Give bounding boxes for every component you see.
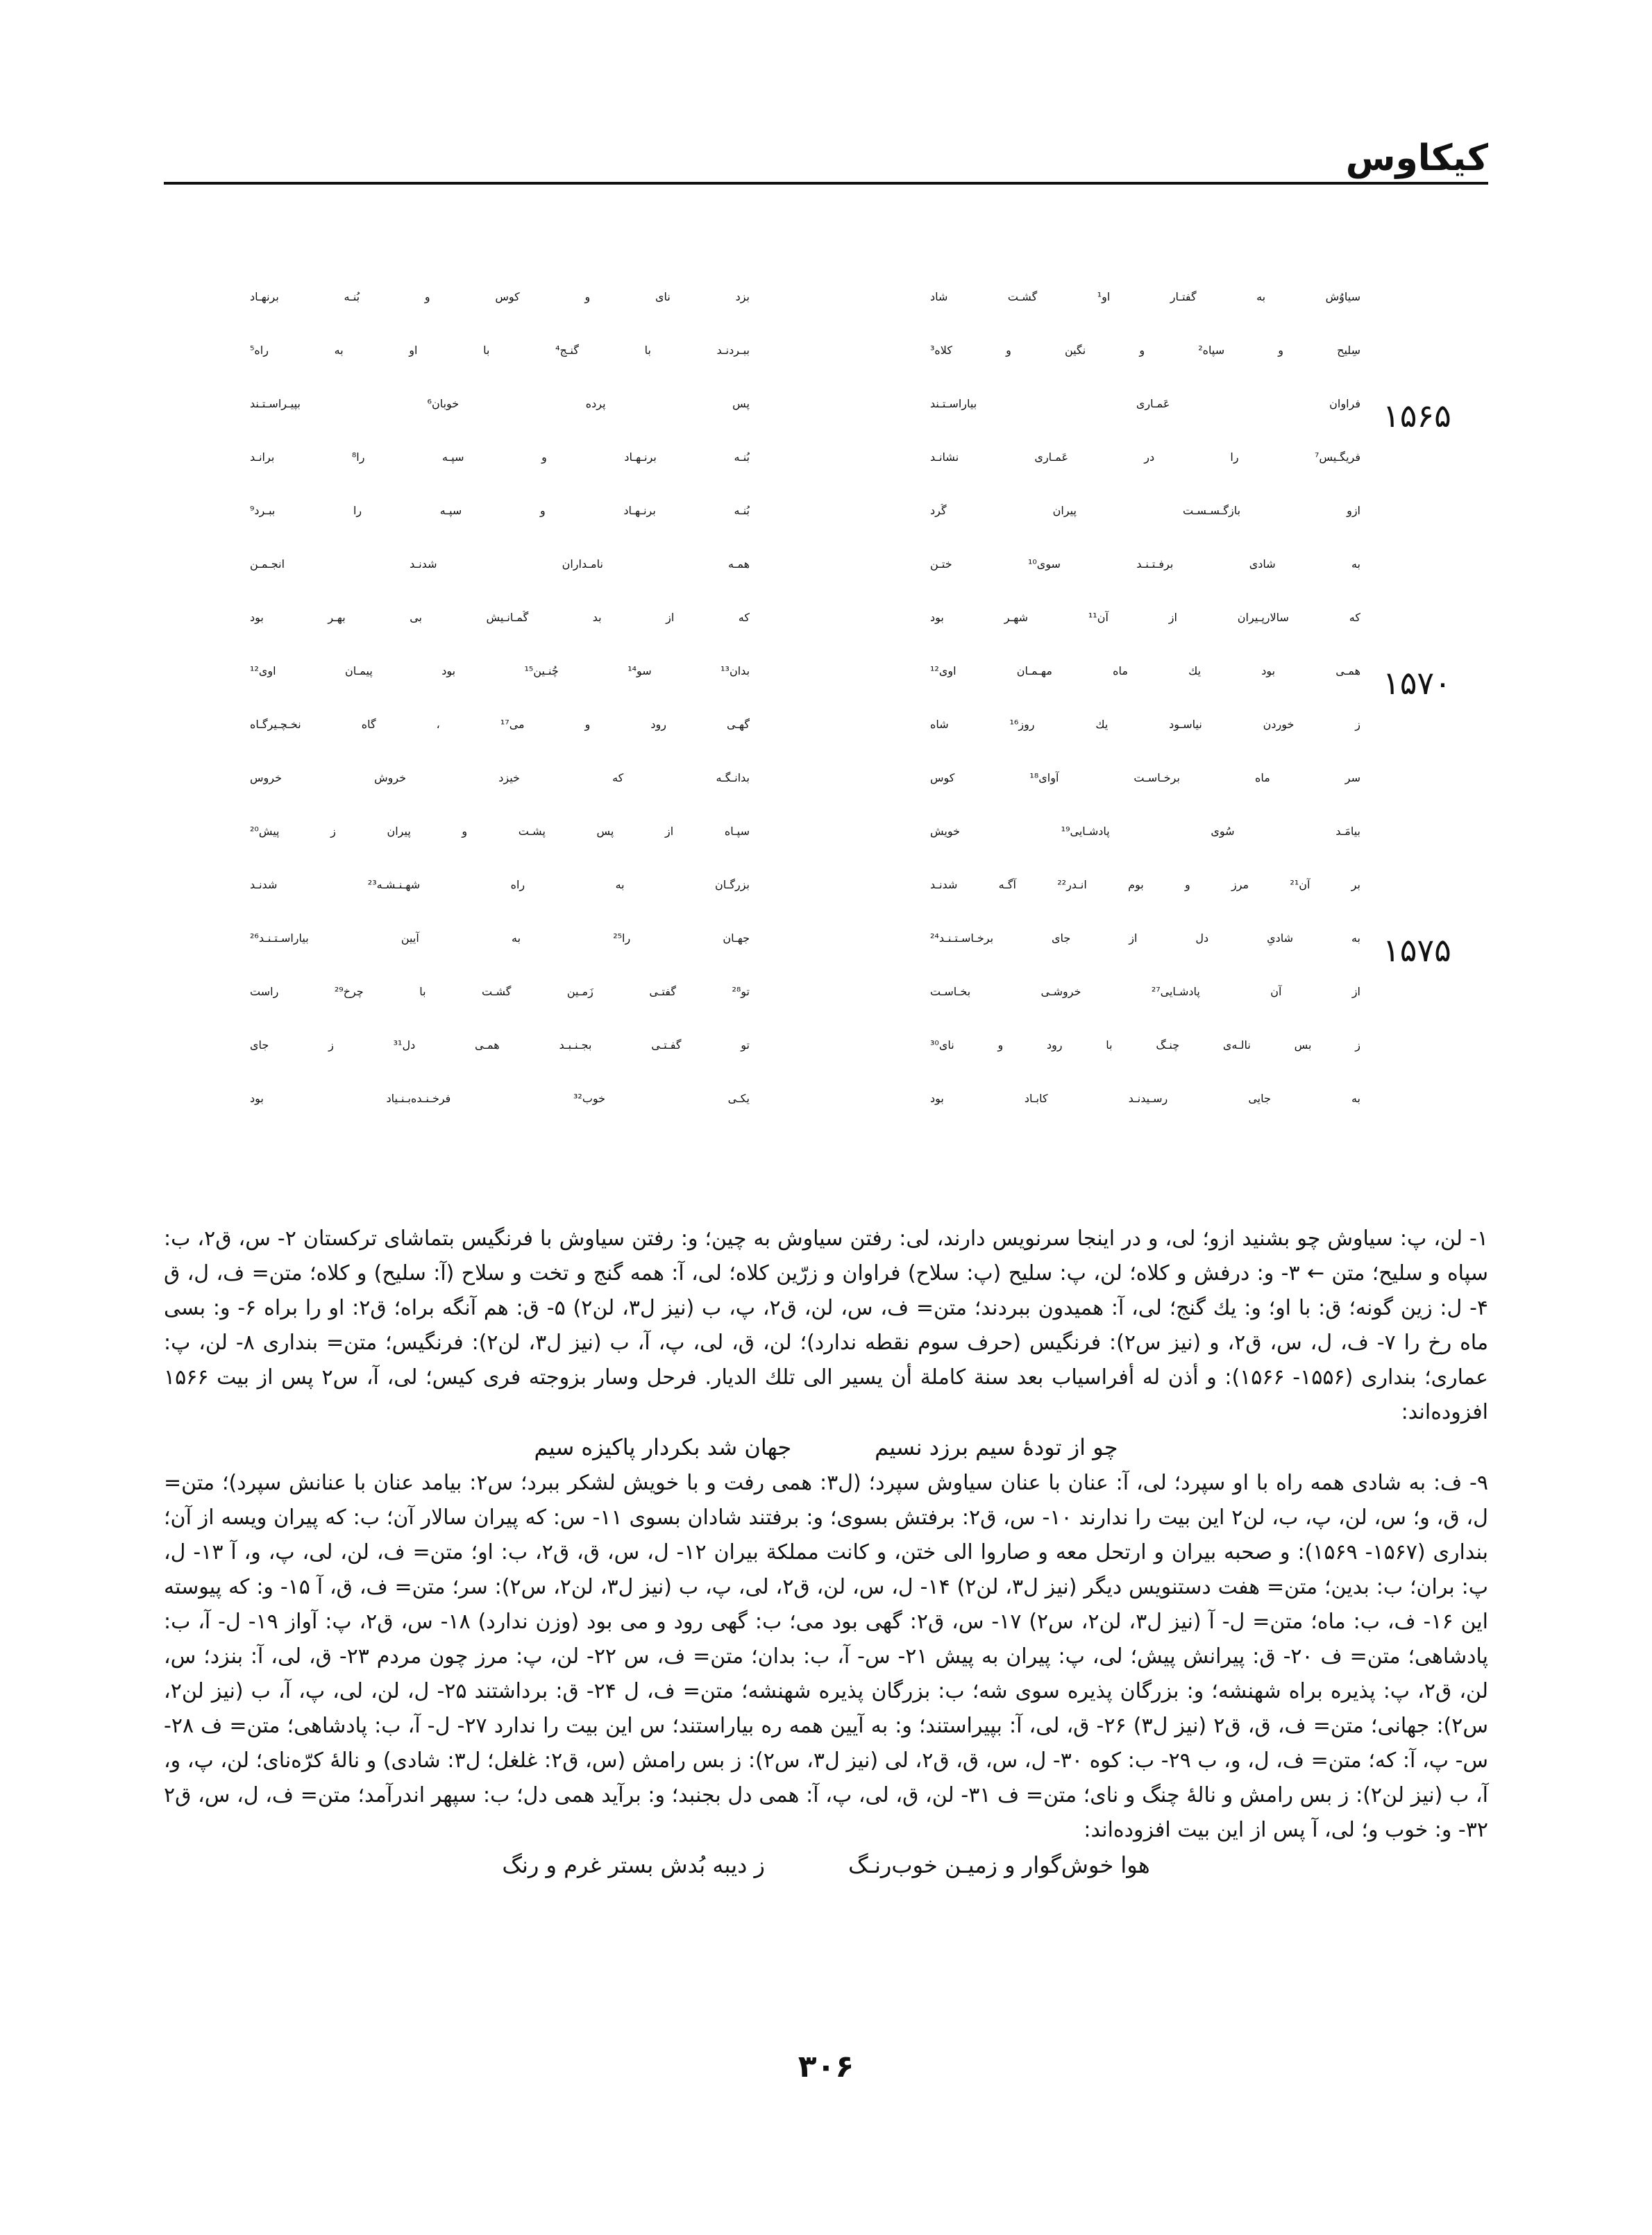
verse-number: ۱۵۷۵ [1383, 931, 1451, 969]
couplet [250, 504, 1360, 551]
couplet [250, 1038, 1360, 1086]
hemistich-left: بزرگـان به راه شهـنـشـه²³ شدنـد [250, 878, 750, 891]
couplet [250, 878, 1360, 925]
hemistich-right: که سالارپـیران از آن¹¹ شهـر بود [930, 611, 1360, 624]
footnote-verse-2 [164, 1848, 1488, 1884]
couplet [250, 985, 1360, 1032]
hemistich-right: از آن پادشـایی²⁷ خروشـی بخـاسـت [930, 985, 1360, 998]
header-rule [164, 182, 1488, 185]
footnote-verse-1 [164, 1430, 1488, 1466]
couplet [250, 450, 1360, 498]
hemistich-left: تو²⁸ گفتـی زَمـین گشـت با چرخ²⁹ راست [250, 985, 750, 998]
couplet [250, 397, 1360, 444]
hemistich-right: به شادی برفـتـنـد سوی¹⁰ ختـن [930, 557, 1360, 571]
footnote-verse-1-right: چو از تودهٔ سیم برزد نسیم [875, 1434, 1118, 1460]
hemistich-right: به جایی رسـیدنـد کابـاد بود [930, 1092, 1360, 1105]
hemistich-left: یکـی خوب³² فرخـنـده‌بـنـیاد بود [250, 1092, 750, 1105]
page-number: ۳۰۶ [798, 2049, 854, 2084]
verse-number: ۱۵۶۵ [1383, 397, 1451, 435]
couplet [250, 771, 1360, 818]
couplet [250, 290, 1360, 337]
hemistich-right: سر ماه برخـاسـت آوای¹⁸ کوس [930, 771, 1360, 784]
footnote-verse-1-left: جهان شد بکردار پاکیزه سیم [534, 1434, 792, 1460]
footnote-paragraph-2: ۹- ف: به شادی همه راه با او سپرد؛ لی، آ: عنان با عنان سیاوش سپرد؛ (ل۳: همی رفت و با خویش لشکر ببرد؛ س۲: بیامد عنان با عنانش سپرد)؛ متن= ل، ق، و؛ س، لن، پ، ب، لن۲ این بیت را ندارند ۱۰- س، ق۲: برفتش بسوی؛ و: برفتند شادان بسوی ۱۱- س: که پیران سالار آن؛ ب: که پیران ویسه از آن؛ بنداری (۱۵۶۷- ۱۵۶۹): و صحبه بیران و ارتحل معه و صاروا الی ختن، و كانت مملكة بیران ۱۲- ل، س، ق، ق۲، ب: او؛ متن= ف، لن، لی، پ، و، آ ۱۳- ل، پ: بران؛ ب: بدین؛ متن= هفت دستنویس دیگر (نیز ل۳، لن۲) ۱۴- ل، س، لن، ق۲، لی، پ، ب (نیز ل۳، لن۲، س۲): سر؛ متن= ف، ق، آ ۱۵- و: که پیوسته این ۱۶- ف، ب: ماه؛ متن= ل- آ (نیز ل۳، لن۲، س۲) ۱۷- س، ق۲: گهی بود می؛ ب: گهی رود و می بود (وزن ندارد) ۱۸- س، ق۲، پ: آواز ۱۹- ل- آ، ب: پادشاهی؛ متن= ف ۲۰- ق: پیرانش پیش؛ لی، پ: پیران به پیش ۲۱- س- آ، ب: بدان؛ متن= ف، س ۲۲- لن، پ: مرز چون مردم ۲۳- ق، لی، آ: بنزد؛ س، لن، ق۲، پ: پذیره براه شهنشه؛ و: بزرگان پذیره سوی شه؛ ب: بزرگان پذیره شهنشه؛ متن= ف، ل ۲۴- ق: برداشتند ۲۵- ل، لن، لی، پ، آ، ب (نیز لن۲، س۲): جهانی؛ متن= ف، ق، ق۲ (نیز ل۳) ۲۶- ق، لی، آ: بپیراستند؛ و: به آیین همه ره بیاراستند؛ س این بیت را ندارد ۲۷- ل- آ، ب: پادشاهی؛ متن= ف ۲۸- س- پ، آ: که؛ متن= ف، ل، و، ب ۲۹- ب: کوه ۳۰- ل، س، ق، ق۲، لی (نیز ل۳، س۲): ز بس رامش (س، ق۲: غلغل؛ ل۳: شادی) و نالهٔ کرّه‌نای؛ لن، پ، و، آ، ب (نیز لن۲): ز بس رامش و نالهٔ چنگ و نای؛ متن= ف ۳۱- لن، ق، لی، پ، آ: همی دل بجنبد؛ و: برآید همی دل؛ ب: سپهر اندرآمد؛ متن= ف، ل، س، ق۲ ۳۲- و: خوب و؛ لی، آ پس از این بیت افزوده‌اند: [164, 1471, 1489, 1842]
couplet [250, 664, 1360, 711]
hemistich-left: بُنـه برنـهـاد و سپـه را⁸ برانـد [250, 450, 750, 464]
couplet [250, 718, 1360, 765]
hemistich-left: بدانـگـه که خیزد خروش خروس [250, 771, 750, 784]
hemistich-left: همـه نامـداران شدنـد انجـمـن [250, 557, 750, 571]
hemistich-left: بزد نای و کوس و بُنـه برنهـاد [250, 290, 750, 303]
hemistich-right: فراوان عَمـاری بیاراسـتـند [930, 397, 1360, 410]
verse-number: ۱۵۷۰ [1383, 664, 1451, 702]
hemistich-left: گهـی رود و می¹⁷ ، گاه نخـچـیرگـاه [250, 718, 750, 731]
hemistich-right: ز خوردن نیاسـود یك روز¹⁶ شاه [930, 718, 1360, 731]
hemistich-left: سپـاه از پس پشـت و پیران ز پیش²⁰ [250, 825, 750, 838]
hemistich-right: سِلیح و سپاه² و نگین و کلاه³ [930, 344, 1360, 357]
hemistich-left: پس پرده خوبان⁶ بپیـراسـتـند [250, 397, 750, 410]
hemistich-left: بدان¹³ سو¹⁴ چُنـین¹⁵ بود پیمـان اوی¹² [250, 664, 750, 677]
couplet [250, 557, 1360, 605]
couplet [250, 825, 1360, 872]
footnote-verse-2-right: هوا خوش‌گوار و زمیـن خوب‌رنـگ [848, 1852, 1150, 1878]
couplet [250, 931, 1360, 979]
couplet [250, 1092, 1360, 1139]
hemistich-right: بر آن²¹ مرز و بوم انـدر²² آگـه شدنـد [930, 878, 1360, 891]
hemistich-left: تو گفـتـی بجـنـبـد همـی دل³¹ ز جای [250, 1038, 750, 1052]
hemistich-right: به شادیِ دل از جای برخـاسـتـنـد²⁴ [930, 931, 1360, 945]
couplet [250, 344, 1360, 391]
verse-block [250, 290, 1360, 1151]
hemistich-left: ببـردنـد با گنـج⁴ با او به راه⁵ [250, 344, 750, 357]
footnotes [164, 1222, 1488, 1884]
hemistich-right: سیاوُش به گفتـار او¹ گشـت شاد [930, 290, 1360, 303]
footnote-verse-2-left: ز دیبه بُدش بستر غرم و رنگ [502, 1852, 765, 1878]
page-title: کیکاوس [1345, 137, 1488, 179]
footnote-paragraph-1: ۱- لن، پ: سیاوش چو بشنید ازو؛ لی، و در اینجا سرنویس دارند، لی: رفتن سیاوش به چین؛ و: رفتن سیاوش با فرنگیس بتماشای ترکستان ۲- س، ق۲، ب: سپاه و سلیح؛ متن ← ۳- و: درفش و کلاه؛ لن، پ: سلیح (پ: سلاح) فراوان و زرّین کلاه؛ لی، آ: همه گنج و تخت و سلاح (آ: سلیح) و کلاه؛ متن= ف، ل، ق ۴- ل: زین گونه؛ ق: با او؛ و: یك گنج؛ لی، آ: همیدون ببردند؛ متن= ف، س، لن، ق۲، پ، ب (نیز ل۳، لن۲) ۵- ق: هم آنگه براه؛ ق۲: او را براه ۶- و: بسی ماه رخ را ۷- ف، ل، س، ق۲، و (نیز س۲): فرنگیس (حرف سوم نقطه ندارد)؛ لن، ق، لی، پ، آ، ب (نیز ل۳، لن۲): فرنگیس؛ متن= بنداری ۸- لن، پ: عماری؛ بنداری (۱۵۵۶- ۱۵۶۶): و أذن له أفراسیاب بعد سنة كاملة أن یسیر الی تلك الدیار. فرحل وسار بزوجته فری كیس؛ لی، آ، س۲ پس از بیت ۱۵۶۶ افزوده‌اند: [164, 1226, 1489, 1424]
hemistich-left: که از بد گُمـانـیش بی بهـر بود [250, 611, 750, 624]
couplet [250, 611, 1360, 658]
hemistich-right: فریگـیس⁷ را در عَمـاری نشانـد [930, 450, 1360, 464]
hemistich-right: ز بس نالـه‌ی چنـگ با رود و نای³⁰ [930, 1038, 1360, 1052]
hemistich-right: ازو بازگـسـسـت پیران گُرد [930, 504, 1360, 517]
hemistich-left: بُنـه برنـهـاد و سپـه را ببـرد⁹ [250, 504, 750, 517]
hemistich-right: بیامَـد سُوی پادشـایی¹⁹ خویش [930, 825, 1360, 838]
hemistich-left: جهـان را²⁵ به آیین بیاراسـتـنـد²⁶ [250, 931, 750, 945]
hemistich-right: همـی بود یك ماه مهـمـان اوی¹² [930, 664, 1360, 677]
